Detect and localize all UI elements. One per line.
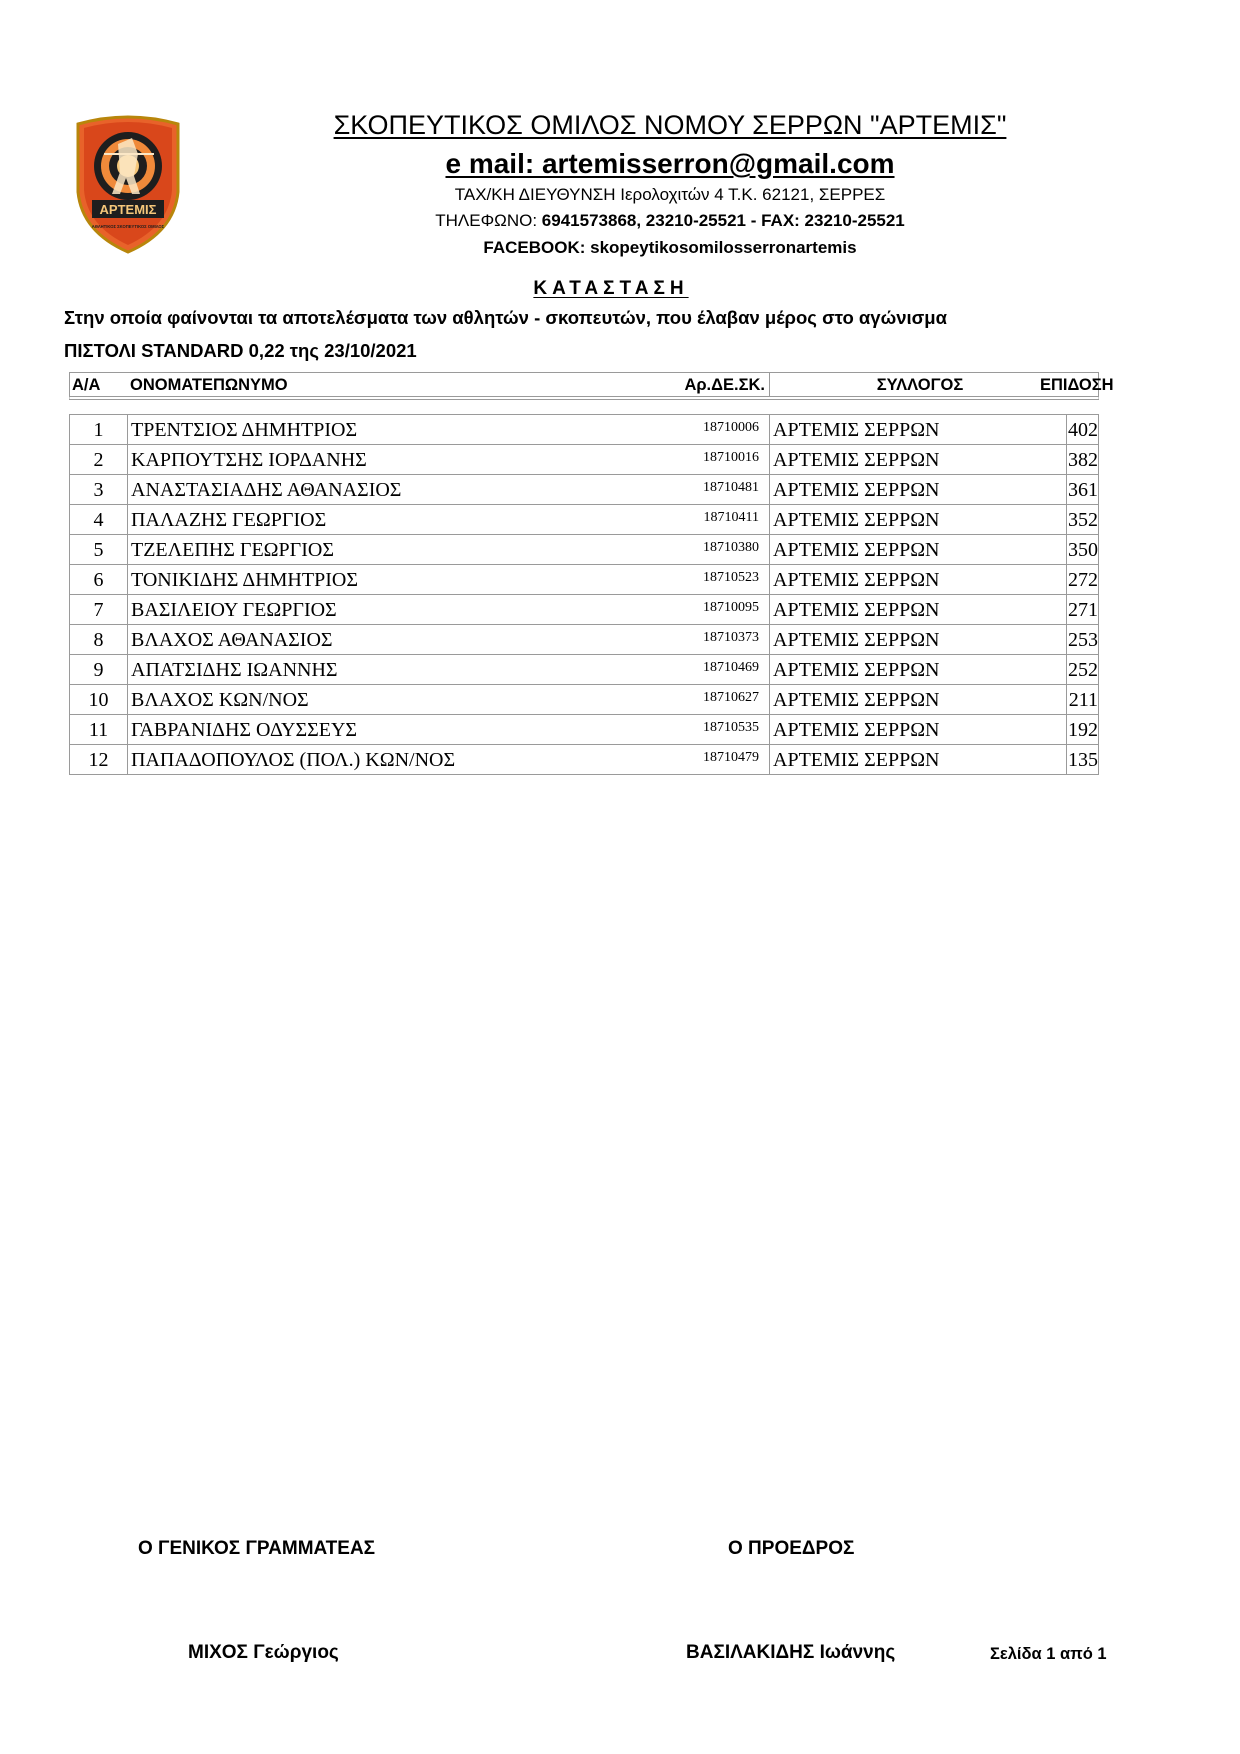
row-number: 7 [70, 595, 128, 624]
score-cell: 352 [1068, 509, 1098, 531]
registration-number: 18710535 [576, 715, 770, 744]
registration-number: 18710627 [576, 685, 770, 714]
row-number: 2 [70, 445, 128, 474]
athlete-name: ΤΡΕΝΤΣΙΟΣ ΔΗΜΗΤΡΙΟΣ [131, 419, 358, 441]
email-link[interactable]: e mail: artemisserron@gmail.com [445, 148, 895, 179]
athlete-name: ΤΟΝΙΚΙΔΗΣ ΔΗΜΗΤΡΙΟΣ [131, 569, 358, 591]
score-cell: 272 [1068, 569, 1098, 591]
athlete-name: ΒΛΑΧΟΣ ΑΘΑΝΑΣΙΟΣ [131, 629, 333, 651]
club-name-cell: ΑΡΤΕΜΙΣ ΣΕΡΡΩΝ [773, 625, 1067, 654]
document-description: Στην οποία φαίνονται τα αποτελέσματα των αθλητών - σκοπευτών, που έλαβαν μέρος στο αγώνισμα [64, 307, 947, 328]
score-cell: 211 [1068, 689, 1098, 711]
table-header [69, 372, 1114, 400]
logo-subtext: ΑΘΛΗΤΙΚΟΣ ΣΚΟΠΕΥΤΙΚΟΣ ΟΜΙΛΟΣ [91, 224, 165, 229]
score-cell: 192 [1068, 719, 1098, 741]
table-row [70, 445, 1098, 475]
club-name-cell: ΑΡΤΕΜΙΣ ΣΕΡΡΩΝ [773, 535, 1067, 564]
row-number: 6 [70, 565, 128, 594]
phone-values: 6941573868, 23210-25521 - FAX: 23210-25521 [537, 211, 905, 230]
table-row [70, 565, 1098, 595]
athlete-name: ΚΑΡΠΟΥΤΣΗΣ ΙΟΡΔΑΝΗΣ [131, 449, 367, 471]
page-number: Σελίδα 1 από 1 [990, 1645, 1107, 1663]
club-name-cell: ΑΡΤΕΜΙΣ ΣΕΡΡΩΝ [773, 475, 1067, 504]
table-row [70, 475, 1098, 505]
row-number: 11 [70, 715, 128, 744]
table-row [70, 595, 1098, 625]
event-name: ΠΙΣΤΟΛΙ STANDARD 0,22 της 23/10/2021 [64, 340, 417, 361]
club-name-cell: ΑΡΤΕΜΙΣ ΣΕΡΡΩΝ [773, 445, 1067, 474]
row-number: 5 [70, 535, 128, 564]
registration-number: 18710469 [576, 655, 770, 684]
column-header-registration: Αρ.ΔΕ.ΣΚ. [580, 373, 770, 397]
registration-number: 18710095 [576, 595, 770, 624]
athlete-name: ΠΑΛΑΖΗΣ ΓΕΩΡΓΙΟΣ [131, 509, 327, 531]
club-name-cell: ΑΡΤΕΜΙΣ ΣΕΡΡΩΝ [773, 505, 1067, 534]
secretary-label: Ο ΓΕΝΙΚΟΣ ΓΡΑΜΜΑΤΕΑΣ [138, 1538, 376, 1559]
phone-label: ΤΗΛΕΦΩΝΟ: [435, 211, 538, 230]
logo-text: ΑΡΤΕΜΙΣ [99, 202, 157, 217]
athlete-name: ΓΑΒΡΑΝΙΔΗΣ ΟΔΥΣΣΕΥΣ [131, 719, 358, 741]
table-row [70, 415, 1098, 445]
column-header-score: ΕΠΙΔΟΣΗ [1040, 376, 1114, 394]
registration-number: 18710479 [576, 745, 770, 774]
table-row [70, 625, 1098, 655]
shield-logo-icon [74, 114, 182, 254]
row-number: 8 [70, 625, 128, 654]
club-name-cell: ΑΡΤΕΜΙΣ ΣΕΡΡΩΝ [773, 685, 1067, 714]
score-cell: 382 [1068, 449, 1098, 471]
score-cell: 253 [1068, 629, 1098, 651]
registration-number: 18710380 [576, 535, 770, 564]
column-header-aa: Α/Α [72, 376, 101, 394]
athlete-name: ΑΠΑΤΣΙΔΗΣ ΙΩΑΝΝΗΣ [131, 659, 338, 681]
row-number: 1 [70, 415, 128, 444]
score-cell: 271 [1068, 599, 1098, 621]
club-name-cell: ΑΡΤΕΜΙΣ ΣΕΡΡΩΝ [773, 565, 1067, 594]
column-header-name: ΟΝΟΜΑΤΕΠΩΝΥΜΟ [130, 376, 288, 394]
club-name-cell: ΑΡΤΕΜΙΣ ΣΕΡΡΩΝ [773, 715, 1067, 744]
registration-number: 18710373 [576, 625, 770, 654]
table-row [70, 655, 1098, 685]
athlete-name: ΒΛΑΧΟΣ ΚΩΝ/ΝΟΣ [131, 689, 309, 711]
club-name-cell: ΑΡΤΕΜΙΣ ΣΕΡΡΩΝ [773, 655, 1067, 684]
registration-number: 18710523 [576, 565, 770, 594]
postal-address: ΤΑΧ/ΚΗ ΔΙΕΥΘΥΝΣΗ Ιερολοχιτών 4 Τ.Κ. 62121, ΣΕΡΡΕΣ [454, 185, 886, 204]
table-row [70, 535, 1098, 565]
table-row [70, 745, 1098, 775]
table-row [70, 505, 1098, 535]
registration-number: 18710016 [576, 445, 770, 474]
row-number: 4 [70, 505, 128, 534]
score-cell: 402 [1068, 419, 1098, 441]
secretary-name: ΜΙΧΟΣ Γεώργιος [188, 1642, 339, 1663]
table-row [70, 715, 1098, 745]
president-name: ΒΑΣΙΛΑΚΙΔΗΣ Ιωάννης [686, 1642, 896, 1663]
club-name-cell: ΑΡΤΕΜΙΣ ΣΕΡΡΩΝ [773, 745, 1067, 774]
athlete-name: ΑΝΑΣΤΑΣΙΑΔΗΣ ΑΘΑΝΑΣΙΟΣ [131, 479, 402, 501]
phone-fax-line [250, 211, 1090, 231]
registration-number: 18710411 [576, 505, 770, 534]
row-number: 12 [70, 745, 128, 774]
club-name-cell: ΑΡΤΕΜΙΣ ΣΕΡΡΩΝ [773, 415, 1067, 444]
athlete-name: ΤΖΕΛΕΠΗΣ ΓΕΩΡΓΙΟΣ [131, 539, 334, 561]
score-cell: 252 [1068, 659, 1098, 681]
score-cell: 350 [1068, 539, 1098, 561]
club-name-cell: ΑΡΤΕΜΙΣ ΣΕΡΡΩΝ [773, 595, 1067, 624]
facebook-line: FACEBOOK: skopeytikosomilosserronartemis [483, 238, 857, 257]
athlete-name: ΠΑΠΑΔΟΠΟΥΛΟΣ (ΠΟΛ.) ΚΩΝ/ΝΟΣ [131, 749, 456, 771]
president-label: Ο ΠΡΟΕΔΡΟΣ [728, 1538, 855, 1559]
results-table [69, 414, 1099, 775]
club-name: ΣΚΟΠΕΥΤΙΚΟΣ ΟΜΙΛΟΣ ΝΟΜΟΥ ΣΕΡΡΩΝ "ΑΡΤΕΜΙΣ" [333, 110, 1007, 140]
row-number: 10 [70, 685, 128, 714]
row-number: 9 [70, 655, 128, 684]
score-cell: 135 [1068, 749, 1098, 771]
registration-number: 18710006 [576, 415, 770, 444]
column-header-club: ΣΥΛΛΟΓΟΣ [876, 376, 964, 394]
document-title: ΚΑΤΑΣΤΑΣΗ [533, 278, 689, 299]
row-number: 3 [70, 475, 128, 504]
score-cell: 361 [1068, 479, 1098, 501]
club-logo [74, 114, 182, 254]
table-row [70, 685, 1098, 715]
athlete-name: ΒΑΣΙΛΕΙΟΥ ΓΕΩΡΓΙΟΣ [131, 599, 337, 621]
registration-number: 18710481 [576, 475, 770, 504]
